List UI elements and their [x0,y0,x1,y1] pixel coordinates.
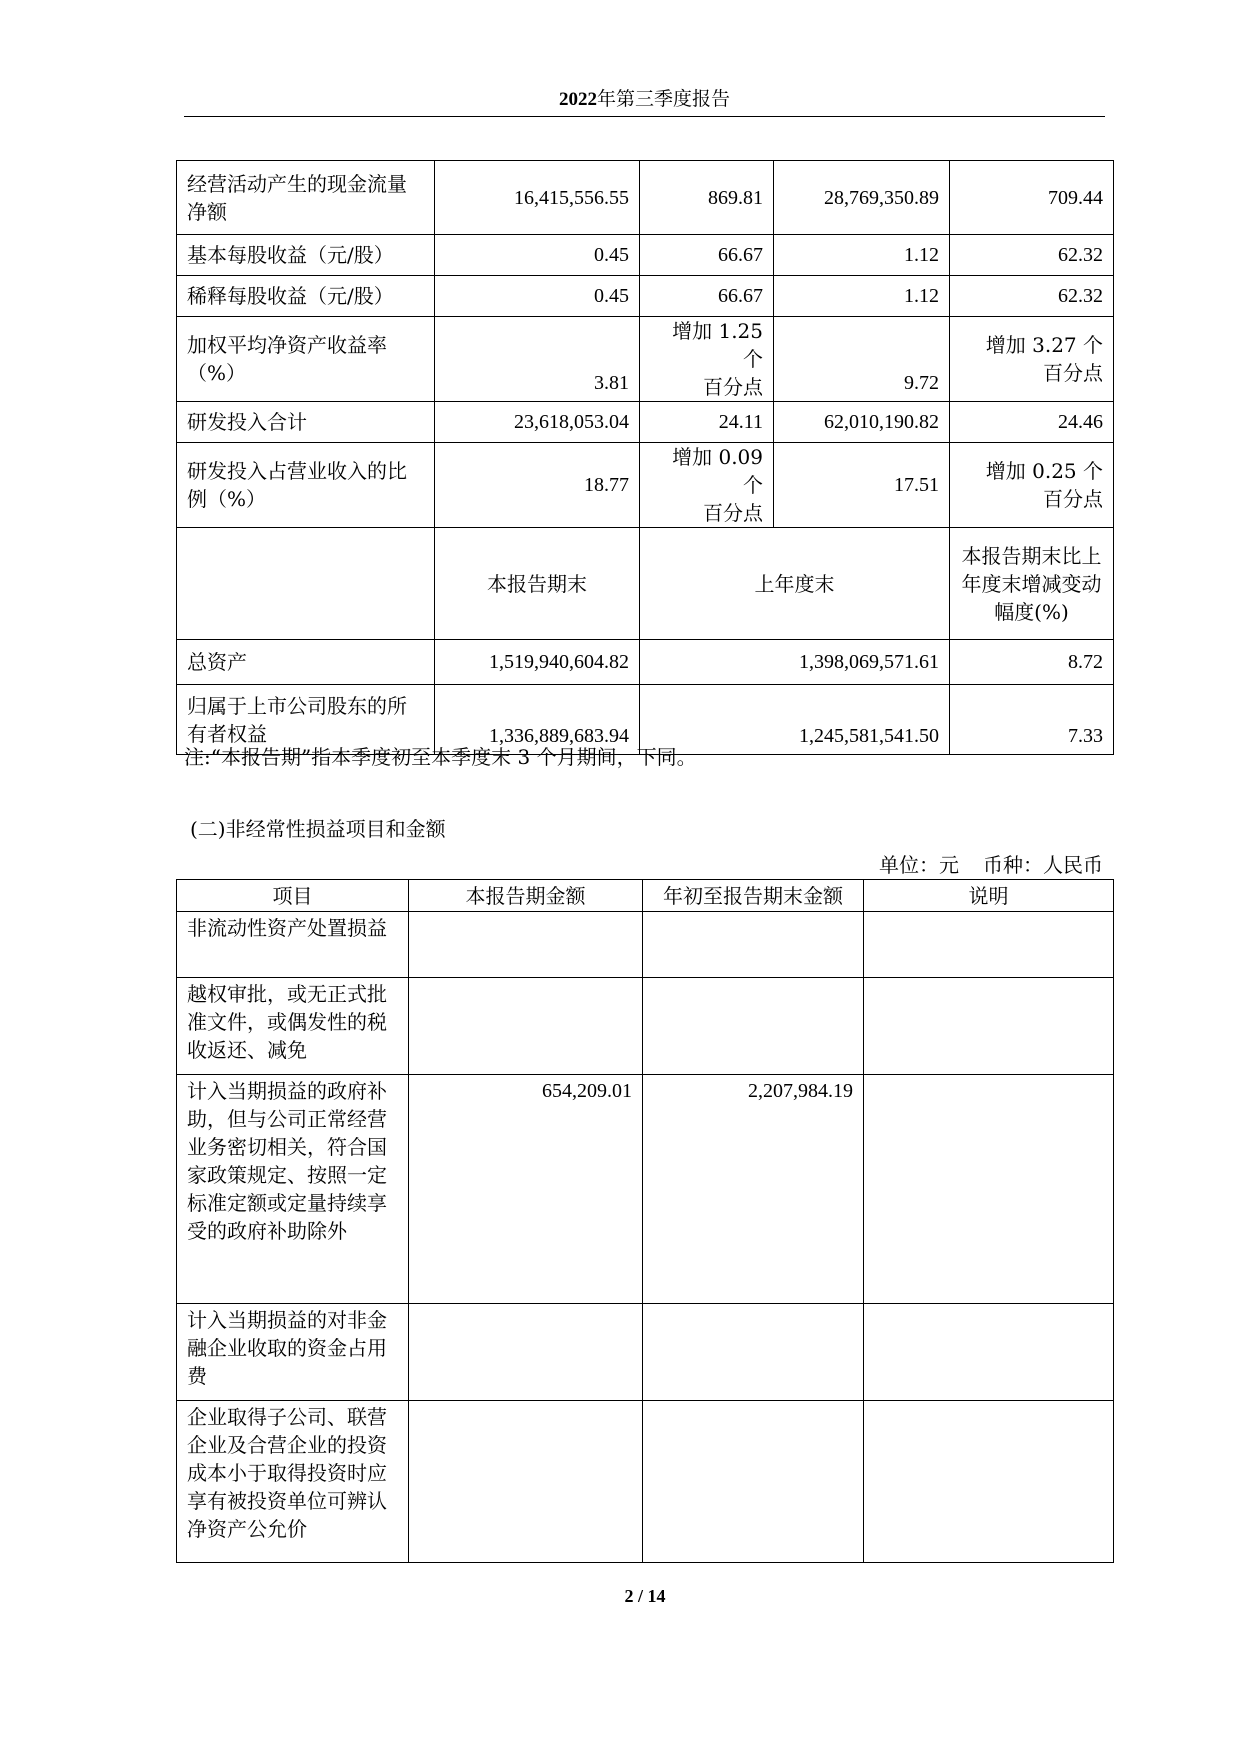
cell-value: 9.72 [774,317,950,402]
table-row [177,443,1114,528]
change-unit: 百分点 [703,375,763,399]
subheader-prior-year-end: 上年度末 [640,528,950,640]
cell-value: 7.33 [950,685,1114,755]
cell-value: 654,209.01 [409,1075,643,1304]
cell-value [409,1401,643,1563]
header-title: 年第三季度报告 [596,88,730,110]
cell-value [643,912,864,978]
cell-value: 16,415,556.55 [435,161,640,235]
change-line: 增加 0.25 个 [985,459,1103,483]
change-line: 增加 1.25 个 [672,319,763,371]
cell-value: 62,010,190.82 [774,402,950,443]
table-header-row [177,880,1114,912]
header-item: 项目 [177,880,409,912]
cell-note [864,1401,1114,1563]
change-line: 增加 0.09 个 [672,445,763,497]
item-label: 计入当期损益的对非金融企业收取的资金占用费 [177,1304,409,1401]
cell-value [643,1401,864,1563]
cell-value: 1,245,581,541.50 [640,685,950,755]
cell-value: 1.12 [774,276,950,317]
unit-line [855,851,1103,879]
change-unit: 百分点 [1043,361,1103,385]
cell-value: 28,769,350.89 [774,161,950,235]
row-label: 归属于上市公司股东的所有者权益 [177,685,435,755]
cell-change [640,317,774,402]
cell-note [864,912,1114,978]
row-label: 研发投入合计 [177,402,435,443]
cell-value: 18.77 [435,443,640,528]
table-row [177,161,1114,235]
cell-value: 24.46 [950,402,1114,443]
change-unit: 百分点 [1043,487,1103,511]
empty-cell [177,528,435,640]
table-row [177,978,1114,1075]
item-label: 非流动性资产处置损益 [177,912,409,978]
table-row [177,402,1114,443]
cell-value [409,978,643,1075]
cell-change [950,443,1114,528]
table-row [177,1401,1114,1563]
header-current-amount: 本报告期金额 [409,880,643,912]
table-row [177,912,1114,978]
item-label: 计入当期损益的政府补助，但与公司正常经营业务密切相关，符合国家政策规定、按照一定标准定额或定量持续享受的政府补助除外 [177,1075,409,1304]
row-label: 总资产 [177,640,435,685]
table-row [177,276,1114,317]
table-row [177,640,1114,685]
cell-value: 1,398,069,571.61 [640,640,950,685]
change-unit: 百分点 [703,501,763,525]
cell-value: 8.72 [950,640,1114,685]
cell-change [950,317,1114,402]
cell-value: 66.67 [640,235,774,276]
table-subheader-row [177,528,1114,640]
table-row [177,1304,1114,1401]
cell-value: 24.11 [640,402,774,443]
cell-value: 1,336,889,683.94 [435,685,640,755]
cell-value: 709.44 [950,161,1114,235]
cell-value: 62.32 [950,235,1114,276]
header-description: 说明 [864,880,1114,912]
table-row [177,317,1114,402]
cell-change [640,443,774,528]
non-recurring-items-table [176,879,1114,1563]
cell-note [864,1075,1114,1304]
page-header [184,86,1105,117]
row-label: 稀释每股收益（元/股） [177,276,435,317]
unit-label: 单位：元 [879,853,959,877]
cell-value: 1.12 [774,235,950,276]
cell-value: 62.32 [950,276,1114,317]
section-title: (二)非经常性损益项目和金额 [190,817,446,841]
cell-value: 869.81 [640,161,774,235]
row-label: 经营活动产生的现金流量净额 [177,161,435,235]
item-label: 越权审批，或无正式批准文件，或偶发性的税收返还、减免 [177,978,409,1075]
cell-value: 3.81 [435,317,640,402]
cell-value: 66.67 [640,276,774,317]
table-row [177,1075,1114,1304]
change-line: 增加 3.27 个 [985,333,1103,357]
page-number: 2 / 14 [624,1586,666,1606]
cell-value: 23,618,053.04 [435,402,640,443]
table-row [177,235,1114,276]
cell-value [643,1304,864,1401]
subheader-change-pct: 本报告期末比上年度末增减变动幅度(%) [950,528,1114,640]
header-ytd-amount: 年初至报告期末金额 [643,880,864,912]
cell-value: 0.45 [435,235,640,276]
cell-value: 17.51 [774,443,950,528]
row-label: 基本每股收益（元/股） [177,235,435,276]
cell-value: 0.45 [435,276,640,317]
header-year: 2022 [558,89,597,110]
subheader-current-end: 本报告期末 [435,528,640,640]
cell-value: 2,207,984.19 [643,1075,864,1304]
cell-value [409,1304,643,1401]
cell-value [409,912,643,978]
cell-note [864,978,1114,1075]
item-label: 企业取得子公司、联营企业及合营企业的投资成本小于取得投资时应享有被投资单位可辨认净资产公允价 [177,1401,409,1563]
cell-note [864,1304,1114,1401]
currency-label: 币种：人民币 [983,853,1103,877]
cell-value: 1,519,940,604.82 [435,640,640,685]
row-label: 研发投入占营业收入的比例（%） [177,443,435,528]
key-financial-table [176,160,1114,755]
row-label: 加权平均净资产收益率（%） [177,317,435,402]
cell-value [643,978,864,1075]
table-note: 注:“本报告期”指本季度初至本季度末 3 个月期间，下同。 [184,745,697,769]
